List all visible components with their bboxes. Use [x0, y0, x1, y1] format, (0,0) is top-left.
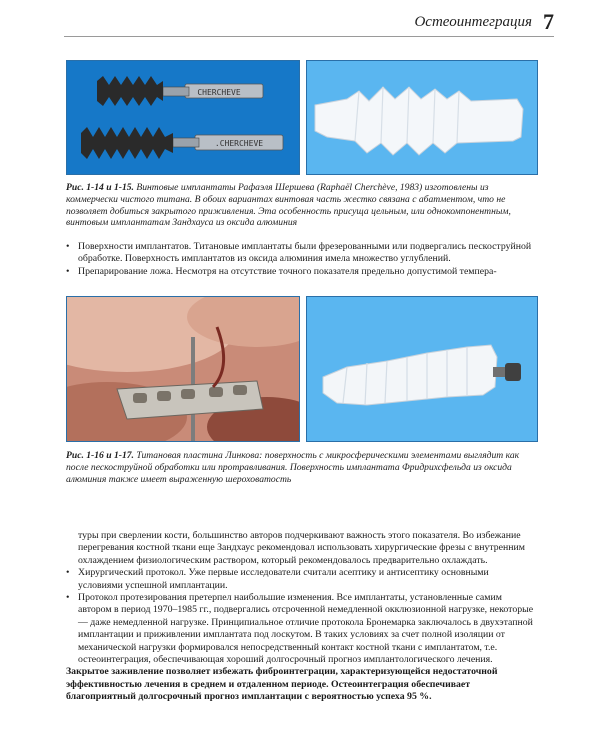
bullet-implant-surfaces: [66, 241, 536, 266]
engraving-top: CHERCHEVE: [197, 88, 241, 97]
body-text-bottom: [66, 530, 536, 713]
bullet-dot: •: [66, 592, 70, 604]
running-title: Остеоинтеграция: [414, 14, 532, 30]
page-header: [0, 0, 600, 38]
conclusion-paragraph: Закрытое заживление позволяет избежать фиброинтеграции, характеризующейся недостаточной эффективностью лечения в среднем и отдаленном периоде. Остеоинтеграция обеспечивает благоприятный долгосрочный прогноз имплантации с вероятностью успеха 95 %.: [66, 666, 498, 703]
caption-figures-1-16-1-17: [66, 450, 536, 485]
friedrichsfeld-implant-illustration: [307, 297, 537, 441]
implant-top: [97, 76, 263, 106]
engraving-bottom: .CHERCHEVE: [214, 139, 264, 148]
header-rule: [64, 36, 554, 37]
bullet-prosthetic-protocol: [66, 592, 536, 666]
figure-1-17-friedrichsfeld-implant: [306, 296, 538, 442]
figure-1-14-titanium-screw-implants: [66, 60, 300, 175]
bullet-dot: •: [66, 241, 70, 252]
caption-text: Винтовые имплантаты Рафаэля Шершева (Raphaël Cherchève, 1983) изготовлены из коммерчески чистого титана. В обоих вариантах винтовая часть жестко связана с абатментом, что не позволяет добиться закрытого приживления. Эта особенность присуща цельным, или однокомпонентным, винтовым имплантатам Зандхауса из оксида алюминия: [66, 182, 511, 229]
caption-label: Рис. 1-16 и 1-17.: [66, 450, 134, 461]
caption-text: Титановая пластина Линкова: поверхность с микросферическими элементами выглядит как после пескоструйной обработки или протравливания. Поверхность имплантата Фридрихсфельда из оксида алюминия также имеет выраженную шероховатость: [66, 450, 520, 485]
bullet-text: Препарирование ложа. Несмотря на отсутствие точного показателя предельно допустимой темпера-: [78, 265, 497, 277]
bullet-text: Хирургический протокол. Уже первые исследователи считали асептику и антисептику основными условиями успешной имплантации.: [78, 567, 489, 591]
bullet-surgical-protocol: [66, 567, 536, 592]
bullet-text: Поверхности имплантатов. Титановые имплантаты были фрезерованными или подвергались пескоструйной обработке. Поверхность имплантатов из оксида алюминия имела множество углублений.: [78, 241, 532, 265]
continuation-paragraph: туры при сверлении кости, большинство авторов подчеркивают важность этого показателя. Во избежание перегревания костной ткани еще Зандхаус рекомендовал использовать хирургические фрезы с внутренним охлаждением физиологическим раствором, который рекомендовалось предварительно охлаждать.: [78, 530, 525, 566]
body-text-top: [66, 241, 536, 278]
caption-figures-1-14-1-15: [66, 182, 536, 229]
implant-bottom: [81, 127, 283, 159]
figure-1-15-alumina-screw-implant: [306, 60, 538, 175]
alumina-implant-illustration: [307, 61, 537, 174]
page-number: 7: [543, 9, 554, 34]
bullet-dot: •: [66, 567, 70, 579]
screw-implants-illustration: [67, 61, 299, 174]
bullet-bed-preparation: [66, 266, 536, 278]
figure-1-16-linkow-titanium-plate: [66, 296, 300, 442]
bullet-text: Протокол протезирования претерпел наибольшие изменения. Все имплантаты, установленные самим автором в период 1970–1985 гг., подвергались отсроченной немедленной окклюзионной нагрузке, некоторые — даже немедленной нагрузке. Принципиальное отличие протокола Бронемарка заключалось в двухэтапной имплантации и приживлении имплантата под лоскутом. В таких условиях за счет полной изоляции от механической нагрузки формировался непосредственный контакт костной ткани с имплантатом, т.е. остеоинтеграция, обеспечивающая хороший долгосрочный прогноз имплантологического лечения.: [78, 592, 534, 666]
plate-photo-illustration: [67, 297, 299, 441]
caption-label: Рис. 1-14 и 1-15.: [66, 182, 134, 193]
bullet-dot: •: [66, 265, 70, 277]
